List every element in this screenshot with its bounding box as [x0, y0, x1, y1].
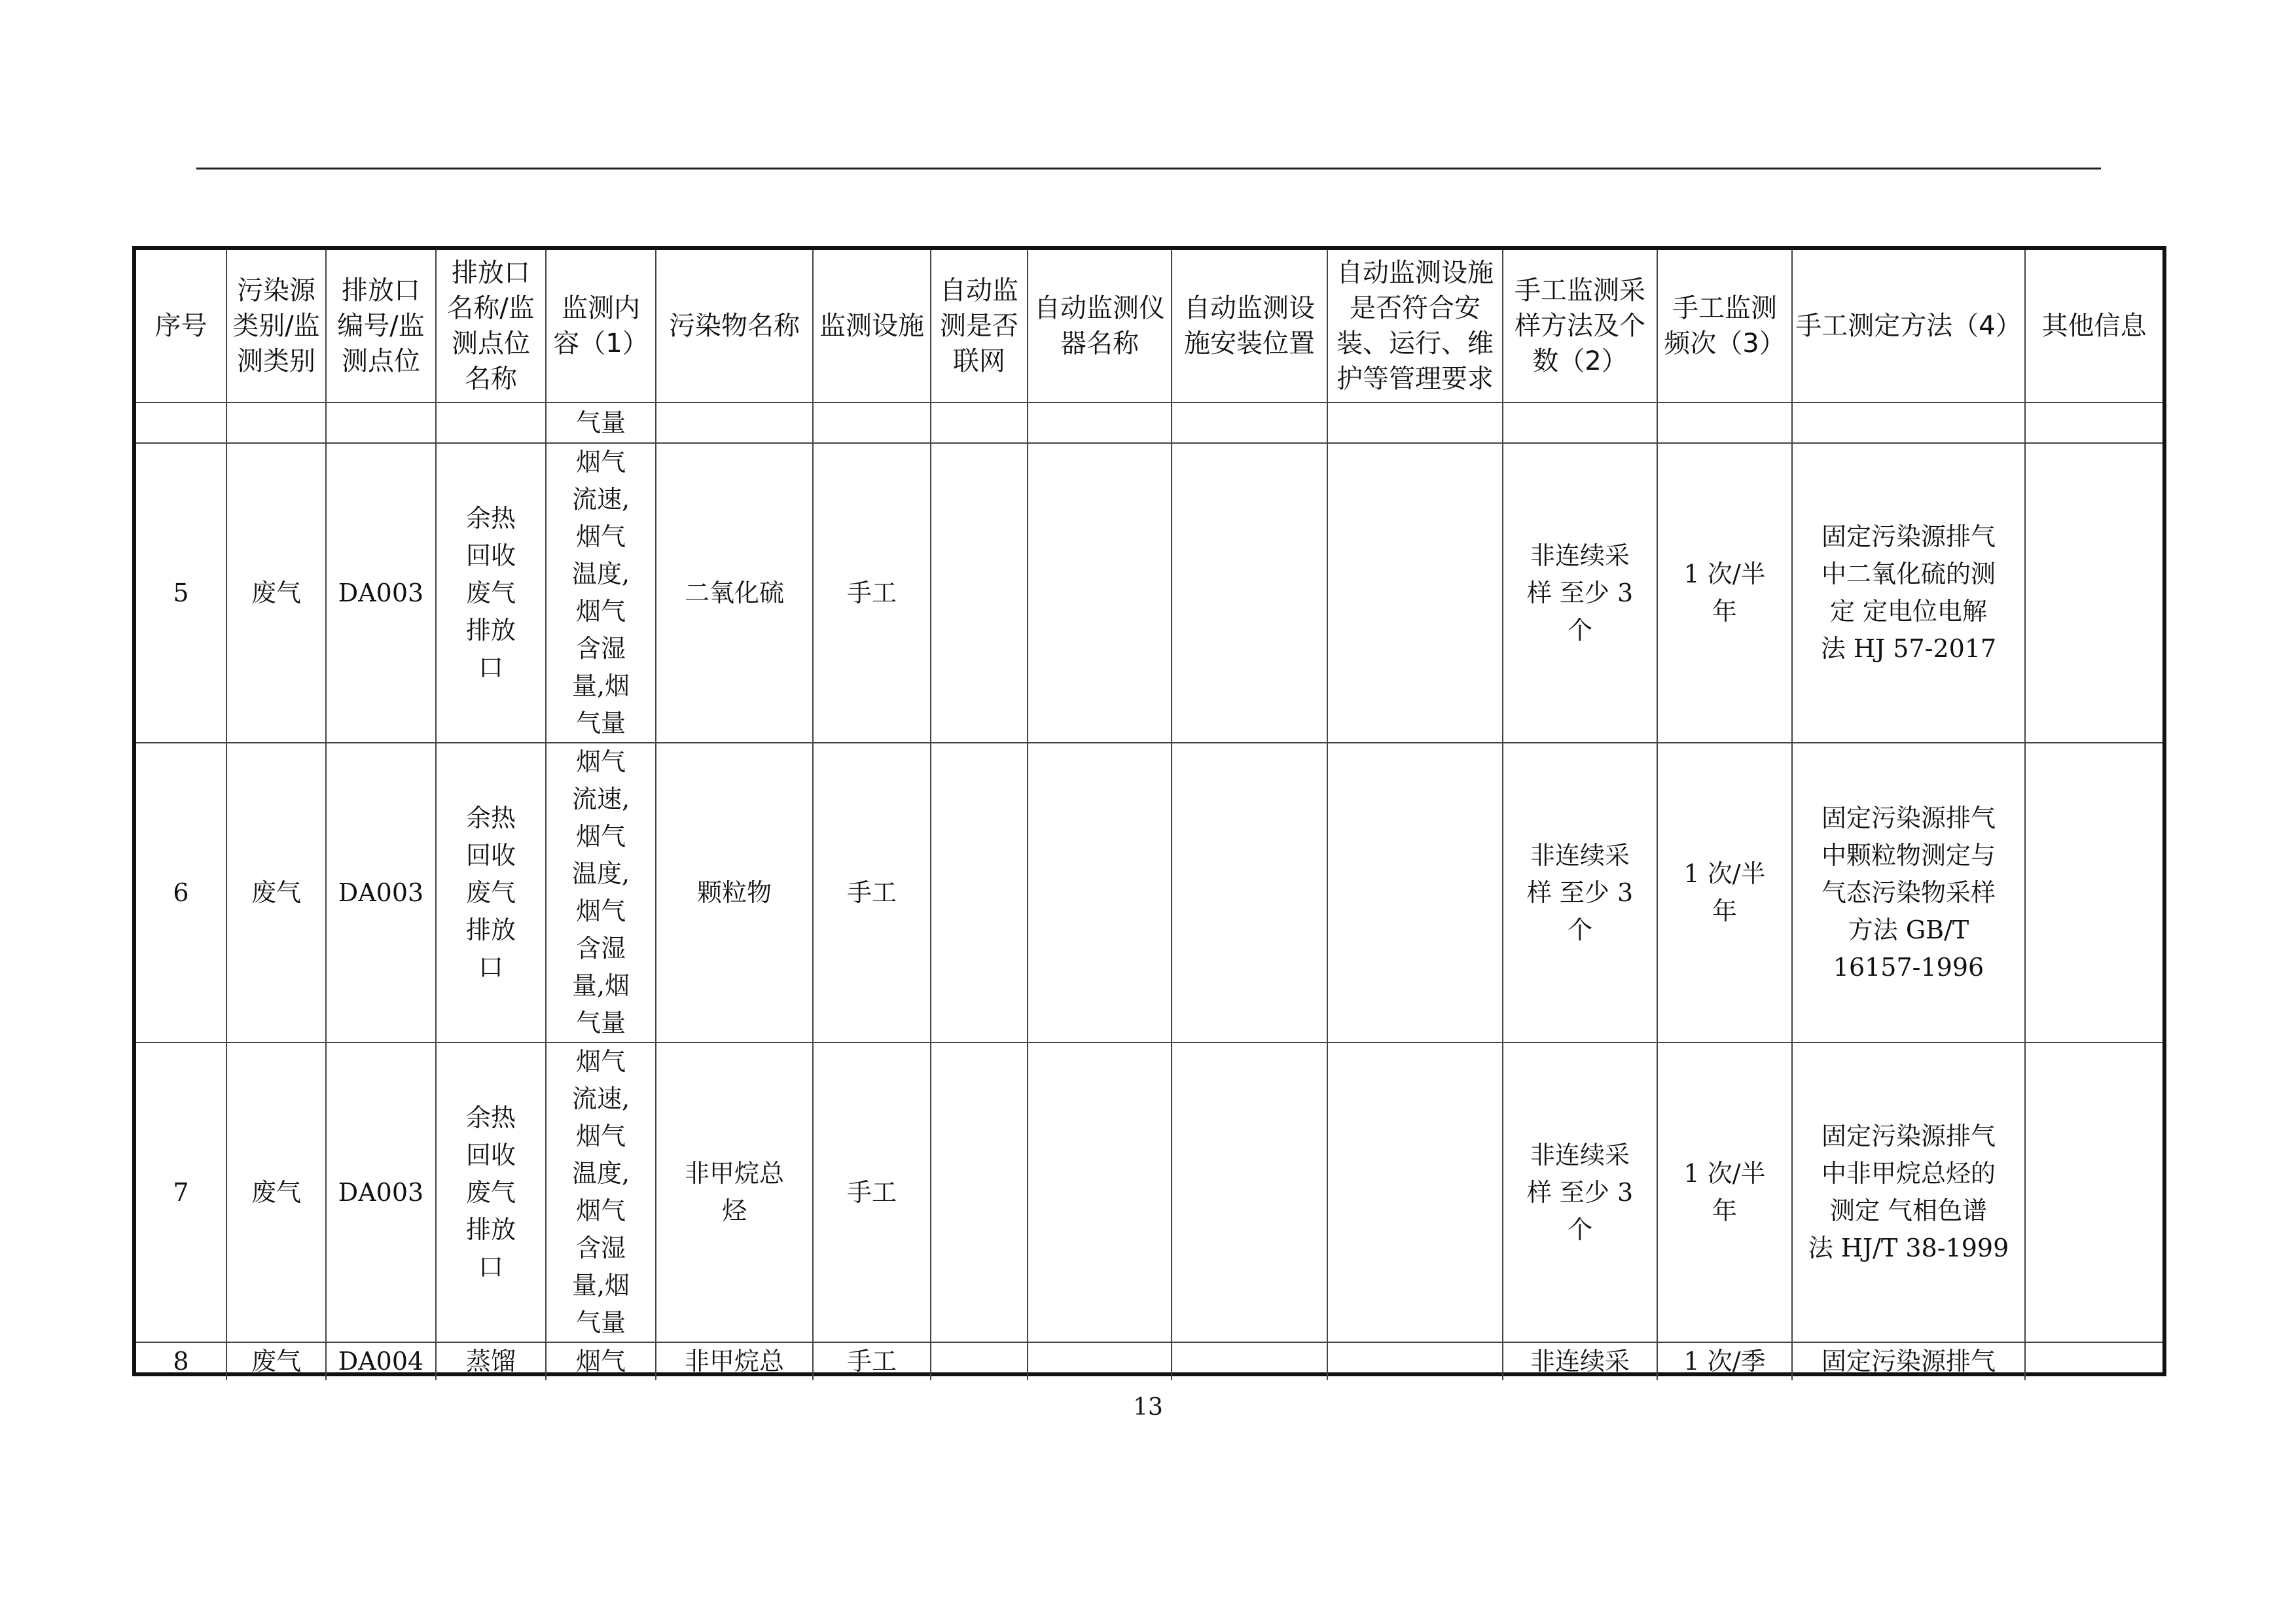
page-number: 13	[1133, 1394, 1163, 1421]
cell-content: 烟气	[546, 1342, 656, 1380]
monitoring-table	[136, 250, 2162, 1380]
header-category: 污染源类别/监测类别	[226, 250, 326, 402]
cell-other	[2025, 1342, 2162, 1380]
cell-install-position	[1172, 1342, 1327, 1380]
cell-networked	[931, 1342, 1028, 1380]
cell-sampling	[1503, 402, 1657, 443]
cell-compliance	[1327, 743, 1503, 1043]
cell-other	[2025, 402, 2162, 443]
cell-sampling: 非连续采 样 至少 3 个	[1503, 1043, 1657, 1342]
header-facility: 监测设施	[813, 250, 931, 402]
cell-pollutant: 非甲烷总 烃	[656, 1043, 813, 1342]
cell-method: 固定污染源排气 中二氧化硫的测 定 定电位电解 法 HJ 57-2017	[1792, 443, 2025, 743]
header-rule	[196, 168, 2101, 169]
header-outlet-id: 排放口编号/监测点位	[326, 250, 436, 402]
cell-facility	[813, 402, 931, 443]
cell-networked	[931, 743, 1028, 1043]
cell-install-position	[1172, 1043, 1327, 1342]
cell-compliance	[1327, 402, 1503, 443]
cell-outlet-name	[436, 402, 546, 443]
cell-pollutant: 非甲烷总	[656, 1342, 813, 1380]
cell-sampling: 非连续采 样 至少 3 个	[1503, 443, 1657, 743]
header-outlet-name: 排放口名称/监测点位名称	[436, 250, 546, 402]
cell-other	[2025, 443, 2162, 743]
cell-frequency: 1 次/半 年	[1657, 1043, 1792, 1342]
cell-category: 废气	[226, 743, 326, 1043]
cell-method: 固定污染源排气	[1792, 1342, 2025, 1380]
cell-seq: 5	[136, 443, 226, 743]
cell-pollutant	[656, 402, 813, 443]
cell-pollutant: 颗粒物	[656, 743, 813, 1043]
table-row	[136, 743, 2162, 1043]
cell-networked	[931, 443, 1028, 743]
cell-compliance	[1327, 1342, 1503, 1380]
header-seq: 序号	[136, 250, 226, 402]
header-pollutant: 污染物名称	[656, 250, 813, 402]
table-row	[136, 402, 2162, 443]
cell-sampling: 非连续采 样 至少 3 个	[1503, 743, 1657, 1043]
cell-sampling: 非连续采	[1503, 1342, 1657, 1380]
header-instrument: 自动监测仪器名称	[1028, 250, 1172, 402]
cell-install-position	[1172, 402, 1327, 443]
cell-outlet-name: 余热 回收 废气 排放 口	[436, 1043, 546, 1342]
cell-content: 气量	[546, 402, 656, 443]
cell-instrument	[1028, 443, 1172, 743]
header-networked: 自动监测是否联网	[931, 250, 1028, 402]
cell-seq: 7	[136, 1043, 226, 1342]
cell-outlet-id: DA003	[326, 443, 436, 743]
cell-frequency: 1 次/半 年	[1657, 443, 1792, 743]
cell-frequency	[1657, 402, 1792, 443]
cell-outlet-id: DA003	[326, 743, 436, 1043]
cell-install-position	[1172, 443, 1327, 743]
header-sampling: 手工监测采样方法及个数（2）	[1503, 250, 1657, 402]
cell-install-position	[1172, 743, 1327, 1043]
cell-instrument	[1028, 1342, 1172, 1380]
cell-facility: 手工	[813, 743, 931, 1043]
cell-frequency: 1 次/半 年	[1657, 743, 1792, 1043]
cell-other	[2025, 743, 2162, 1043]
cell-method: 固定污染源排气 中非甲烷总烃的 测定 气相色谱 法 HJ/T 38-1999	[1792, 1043, 2025, 1342]
cell-instrument	[1028, 743, 1172, 1043]
cell-compliance	[1327, 443, 1503, 743]
cell-pollutant: 二氧化硫	[656, 443, 813, 743]
cell-category: 废气	[226, 1043, 326, 1342]
cell-seq: 8	[136, 1342, 226, 1380]
cell-other	[2025, 1043, 2162, 1342]
cell-seq: 6	[136, 743, 226, 1043]
cell-outlet-name: 余热 回收 废气 排放 口	[436, 743, 546, 1043]
monitoring-table-frame	[132, 246, 2166, 1376]
header-install-position: 自动监测设施安装位置	[1172, 250, 1327, 402]
cell-facility: 手工	[813, 1342, 931, 1380]
cell-content: 烟气 流速, 烟气 温度, 烟气 含湿 量,烟 气量	[546, 743, 656, 1043]
cell-method	[1792, 402, 2025, 443]
header-frequency: 手工监测频次（3）	[1657, 250, 1792, 402]
header-compliance: 自动监测设施是否符合安装、运行、维护等管理要求	[1327, 250, 1503, 402]
header-other: 其他信息	[2025, 250, 2162, 402]
cell-compliance	[1327, 1043, 1503, 1342]
cell-outlet-name: 蒸馏	[436, 1342, 546, 1380]
cell-outlet-id	[326, 402, 436, 443]
header-content: 监测内容（1）	[546, 250, 656, 402]
cell-content: 烟气 流速, 烟气 温度, 烟气 含湿 量,烟 气量	[546, 443, 656, 743]
cell-networked	[931, 402, 1028, 443]
table-row	[136, 1043, 2162, 1342]
cell-content: 烟气 流速, 烟气 温度, 烟气 含湿 量,烟 气量	[546, 1043, 656, 1342]
cell-method: 固定污染源排气 中颗粒物测定与 气态污染物采样 方法 GB/T 16157-1996	[1792, 743, 2025, 1043]
cell-outlet-id: DA004	[326, 1342, 436, 1380]
cell-category: 废气	[226, 443, 326, 743]
cell-category: 废气	[226, 1342, 326, 1380]
cell-facility: 手工	[813, 1043, 931, 1342]
cell-category	[226, 402, 326, 443]
cell-frequency: 1 次/季	[1657, 1342, 1792, 1380]
header-method: 手工测定方法（4）	[1792, 250, 2025, 402]
cell-instrument	[1028, 402, 1172, 443]
cell-networked	[931, 1043, 1028, 1342]
table-row	[136, 1342, 2162, 1380]
cell-outlet-name: 余热 回收 废气 排放 口	[436, 443, 546, 743]
cell-facility: 手工	[813, 443, 931, 743]
table-row	[136, 443, 2162, 743]
cell-outlet-id: DA003	[326, 1043, 436, 1342]
table-header-row	[136, 250, 2162, 402]
cell-seq	[136, 402, 226, 443]
cell-instrument	[1028, 1043, 1172, 1342]
